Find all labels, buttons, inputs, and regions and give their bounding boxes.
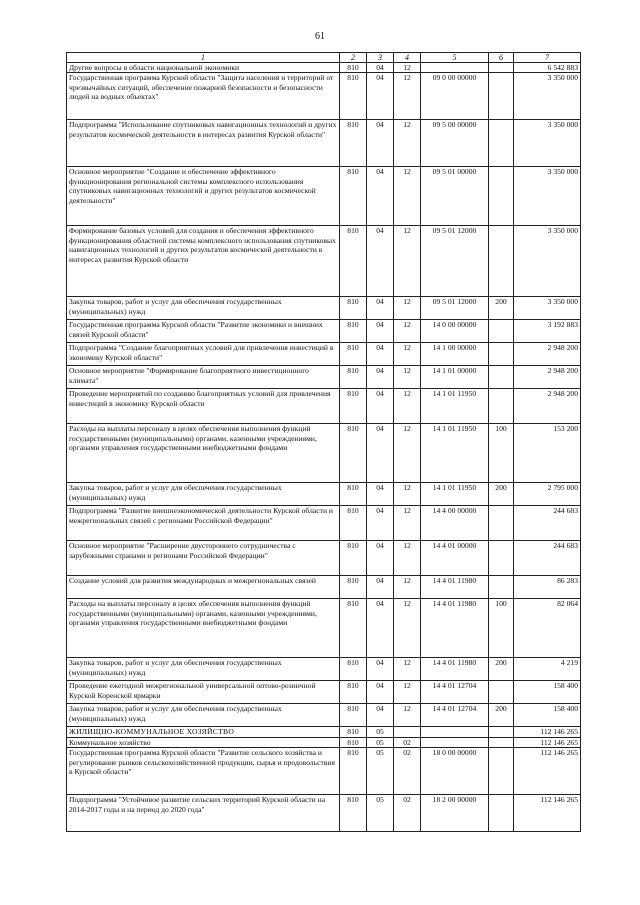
expense-type-cell: 100	[489, 424, 514, 483]
subsection-code-cell: 12	[394, 389, 421, 424]
subsection-code-cell	[394, 727, 421, 737]
target-article-cell	[421, 727, 489, 737]
table-row	[67, 226, 581, 297]
ministry-code-cell: 810	[340, 727, 367, 737]
section-code-cell: 04	[367, 483, 394, 506]
expense-type-cell	[489, 727, 514, 737]
row-name-cell: Закупка товаров, работ и услуг для обеспечения государственных (муниципальных) нужд	[67, 658, 340, 681]
table-row	[67, 389, 581, 424]
table-row	[67, 73, 581, 120]
row-name-cell: Подпрограмма "Устойчивое развитие сельских территорий Курской области на 2014-2017 годы и на период до 2020 года"	[67, 795, 340, 832]
row-name-cell: Основное мероприятие "Формирование благоприятного инвестиционного климата"	[67, 366, 340, 389]
table-row	[67, 704, 581, 727]
section-code-cell: 04	[367, 297, 394, 320]
ministry-code-cell: 810	[340, 658, 367, 681]
table-row	[67, 343, 581, 366]
subsection-code-cell: 12	[394, 658, 421, 681]
subsection-code-cell: 12	[394, 63, 421, 73]
amount-cell: 112 146 265	[514, 795, 581, 832]
target-article-cell: 14 4 01 00000	[421, 541, 489, 576]
ministry-code-cell: 810	[340, 681, 367, 704]
ministry-code-cell: 810	[340, 297, 367, 320]
expense-type-cell	[489, 541, 514, 576]
expense-type-cell	[489, 366, 514, 389]
table-row	[67, 483, 581, 506]
table-row	[67, 795, 581, 832]
table-row	[67, 727, 581, 737]
row-name-cell: Расходы на выплаты персоналу в целях обеспечения выполнения функций государственными (муниципальными) органами, казенными учреждениями, органами управления государственными внебюджетными фондами	[67, 599, 340, 658]
section-code-cell: 05	[367, 795, 394, 832]
row-name-cell: Закупка товаров, работ и услуг для обеспечения государственных (муниципальных) нужд	[67, 297, 340, 320]
target-article-cell: 09 5 01 12000	[421, 226, 489, 297]
expense-type-cell: 200	[489, 658, 514, 681]
ministry-code-cell: 810	[340, 167, 367, 226]
row-name-cell: Государственная программа Курской области "Развитие сельского хозяйства и регулирование рынков сельскохозяйственной продукции, сырья и продовольствия в Курской области"	[67, 748, 340, 795]
target-article-cell: 09 5 00 00000	[421, 120, 489, 167]
target-article-cell: 18 2 00 00000	[421, 795, 489, 832]
target-article-cell	[421, 63, 489, 73]
subsection-code-cell: 02	[394, 795, 421, 832]
target-article-cell: 14 1 01 11950	[421, 424, 489, 483]
target-article-cell: 14 4 01 11980	[421, 658, 489, 681]
row-name-cell: ЖИЛИЩНО-КОММУНАЛЬНОЕ ХОЗЯЙСТВО	[67, 727, 340, 737]
section-code-cell: 05	[367, 737, 394, 747]
row-name-cell: Создание условий для развития международных и межрегиональных связей	[67, 576, 340, 599]
subsection-code-cell: 12	[394, 120, 421, 167]
header-col-6: 6	[489, 53, 514, 63]
target-article-cell: 14 1 00 00000	[421, 343, 489, 366]
target-article-cell: 14 1 01 11950	[421, 389, 489, 424]
amount-cell: 2 948 200	[514, 366, 581, 389]
ministry-code-cell: 810	[340, 424, 367, 483]
expense-type-cell	[489, 795, 514, 832]
amount-cell: 3 350 000	[514, 226, 581, 297]
expense-type-cell	[489, 343, 514, 366]
section-code-cell: 04	[367, 389, 394, 424]
amount-cell: 112 146 265	[514, 748, 581, 795]
table-row	[67, 541, 581, 576]
expense-type-cell: 200	[489, 297, 514, 320]
expense-type-cell: 200	[489, 704, 514, 727]
expense-type-cell	[489, 63, 514, 73]
subsection-code-cell: 12	[394, 297, 421, 320]
subsection-code-cell: 12	[394, 320, 421, 343]
section-code-cell: 04	[367, 167, 394, 226]
ministry-code-cell: 810	[340, 541, 367, 576]
amount-cell: 4 219	[514, 658, 581, 681]
header-col-1: 1	[67, 53, 340, 63]
amount-cell: 244 683	[514, 541, 581, 576]
expense-type-cell	[489, 681, 514, 704]
expense-type-cell: 200	[489, 483, 514, 506]
expense-type-cell	[489, 226, 514, 297]
target-article-cell: 14 4 01 11980	[421, 599, 489, 658]
section-code-cell: 04	[367, 658, 394, 681]
row-name-cell: Закупка товаров, работ и услуг для обеспечения государственных (муниципальных) нужд	[67, 483, 340, 506]
table-row	[67, 424, 581, 483]
amount-cell: 244 683	[514, 506, 581, 541]
budget-table	[66, 52, 581, 832]
table-row	[67, 737, 581, 747]
page-number: 61	[315, 31, 325, 42]
row-name-cell: Проведение мероприятий по созданию благоприятных условий для привлечения инвестиций в экономику Курской области	[67, 389, 340, 424]
target-article-cell: 09 0 00 00000	[421, 73, 489, 120]
subsection-code-cell: 12	[394, 366, 421, 389]
row-name-cell: Подпрограмма "Создание благоприятных условий для привлечения инвестиций в экономику Курской области"	[67, 343, 340, 366]
subsection-code-cell: 12	[394, 681, 421, 704]
amount-cell: 3 350 000	[514, 120, 581, 167]
section-code-cell: 04	[367, 320, 394, 343]
header-col-4: 4	[394, 53, 421, 63]
ministry-code-cell: 810	[340, 576, 367, 599]
table-row	[67, 681, 581, 704]
table-row	[67, 599, 581, 658]
expense-type-cell	[489, 748, 514, 795]
target-article-cell: 14 4 01 11980	[421, 576, 489, 599]
subsection-code-cell: 02	[394, 748, 421, 795]
section-code-cell: 04	[367, 424, 394, 483]
amount-cell: 6 542 883	[514, 63, 581, 73]
amount-cell: 86 283	[514, 576, 581, 599]
ministry-code-cell: 810	[340, 120, 367, 167]
section-code-cell: 05	[367, 727, 394, 737]
amount-cell: 153 200	[514, 424, 581, 483]
section-code-cell: 04	[367, 599, 394, 658]
table-row	[67, 576, 581, 599]
section-code-cell: 04	[367, 576, 394, 599]
section-code-cell: 04	[367, 506, 394, 541]
ministry-code-cell: 810	[340, 366, 367, 389]
amount-cell: 158 400	[514, 704, 581, 727]
subsection-code-cell: 12	[394, 506, 421, 541]
amount-cell: 2 948 200	[514, 389, 581, 424]
row-name-cell: Государственная программа Курской области "Развитие экономики и внешних связей Курской области"	[67, 320, 340, 343]
table-row	[67, 658, 581, 681]
subsection-code-cell: 12	[394, 599, 421, 658]
target-article-cell: 09 5 01 12000	[421, 297, 489, 320]
row-name-cell: Формирование базовых условий для создания и обеспечения эффективного функционирования областной системы комплексного использования спутниковых навигационных технологий и других результатов космической деятельности в интересах развития Курской области	[67, 226, 340, 297]
expense-type-cell	[489, 737, 514, 747]
table-row	[67, 63, 581, 73]
ministry-code-cell: 810	[340, 737, 367, 747]
table-row	[67, 167, 581, 226]
expense-type-cell	[489, 167, 514, 226]
amount-cell: 3 350 000	[514, 297, 581, 320]
ministry-code-cell: 810	[340, 483, 367, 506]
amount-cell: 112 146 265	[514, 737, 581, 747]
subsection-code-cell: 12	[394, 541, 421, 576]
expense-type-cell	[489, 506, 514, 541]
subsection-code-cell: 12	[394, 226, 421, 297]
subsection-code-cell: 02	[394, 737, 421, 747]
header-col-3: 3	[367, 53, 394, 63]
table-row	[67, 120, 581, 167]
expense-type-cell: 100	[489, 599, 514, 658]
amount-cell: 3 192 883	[514, 320, 581, 343]
subsection-code-cell: 12	[394, 704, 421, 727]
table-row	[67, 297, 581, 320]
expense-type-cell	[489, 73, 514, 120]
target-article-cell	[421, 737, 489, 747]
ministry-code-cell: 810	[340, 73, 367, 120]
expense-type-cell	[489, 320, 514, 343]
section-code-cell: 04	[367, 120, 394, 167]
ministry-code-cell: 810	[340, 63, 367, 73]
section-code-cell: 04	[367, 366, 394, 389]
section-code-cell: 04	[367, 73, 394, 120]
target-article-cell: 14 4 00 00000	[421, 506, 489, 541]
ministry-code-cell: 810	[340, 506, 367, 541]
row-name-cell: Подпрограмма "Развитие внешнеэкономической деятельности Курской области и межрегиональных связей с регионами Российской Федерации"	[67, 506, 340, 541]
row-name-cell: Государственная программа Курской области "Защита населения и территорий от чрезвычайных ситуаций, обеспечение пожарной безопасности и безопасности людей на водных объектах"	[67, 73, 340, 120]
subsection-code-cell: 12	[394, 576, 421, 599]
table-row	[67, 366, 581, 389]
target-article-cell: 14 1 01 11950	[421, 483, 489, 506]
target-article-cell: 18 0 00 00000	[421, 748, 489, 795]
ministry-code-cell: 810	[340, 748, 367, 795]
amount-cell: 158 400	[514, 681, 581, 704]
row-name-cell: Подпрограмма "Использование спутниковых навигационных технологий и других результатов космической деятельности в интересах развития Курской области"	[67, 120, 340, 167]
section-code-cell: 05	[367, 748, 394, 795]
section-code-cell: 04	[367, 704, 394, 727]
section-code-cell: 04	[367, 681, 394, 704]
header-col-7: 7	[514, 53, 581, 63]
target-article-cell: 14 1 01 00000	[421, 366, 489, 389]
ministry-code-cell: 810	[340, 320, 367, 343]
row-name-cell: Основное мероприятие "Создание и обеспечение эффективного функционирования региональной системы комплексного использования спутниковых навигационных технологий и других результатов космической деятельности"	[67, 167, 340, 226]
row-name-cell: Коммунальное хозяйство	[67, 737, 340, 747]
amount-cell: 2 795 000	[514, 483, 581, 506]
row-name-cell: Расходы на выплаты персоналу в целях обеспечения выполнения функций государственными (муниципальными) органами, казенными учреждениями, органами управления государственными внебюджетными фондами	[67, 424, 340, 483]
expense-type-cell	[489, 576, 514, 599]
table-row	[67, 320, 581, 343]
target-article-cell: 14 4 01 12704	[421, 681, 489, 704]
amount-cell: 2 948 200	[514, 343, 581, 366]
ministry-code-cell: 810	[340, 343, 367, 366]
ministry-code-cell: 810	[340, 389, 367, 424]
ministry-code-cell: 810	[340, 704, 367, 727]
subsection-code-cell: 12	[394, 483, 421, 506]
ministry-code-cell: 810	[340, 599, 367, 658]
subsection-code-cell: 12	[394, 167, 421, 226]
header-col-5: 5	[421, 53, 489, 63]
section-code-cell: 04	[367, 63, 394, 73]
table-header-row	[67, 53, 581, 63]
target-article-cell: 14 0 00 00000	[421, 320, 489, 343]
subsection-code-cell: 12	[394, 73, 421, 120]
amount-cell: 3 350 000	[514, 167, 581, 226]
target-article-cell: 14 4 01 12704	[421, 704, 489, 727]
subsection-code-cell: 12	[394, 424, 421, 483]
section-code-cell: 04	[367, 226, 394, 297]
header-col-2: 2	[340, 53, 367, 63]
expense-type-cell	[489, 389, 514, 424]
amount-cell: 82 064	[514, 599, 581, 658]
ministry-code-cell: 810	[340, 795, 367, 832]
section-code-cell: 04	[367, 343, 394, 366]
expense-type-cell	[489, 120, 514, 167]
row-name-cell: Закупка товаров, работ и услуг для обеспечения государственных (муниципальных) нужд	[67, 704, 340, 727]
section-code-cell: 04	[367, 541, 394, 576]
amount-cell: 3 350 000	[514, 73, 581, 120]
amount-cell: 112 146 265	[514, 727, 581, 737]
table-row	[67, 748, 581, 795]
ministry-code-cell: 810	[340, 226, 367, 297]
row-name-cell: Другие вопросы в области национальной экономики	[67, 63, 340, 73]
table-row	[67, 506, 581, 541]
row-name-cell: Основное мероприятие "Расширение двустороннего сотрудничества с зарубежными странами и регионами Российской Федерации"	[67, 541, 340, 576]
subsection-code-cell: 12	[394, 343, 421, 366]
target-article-cell: 09 5 01 00000	[421, 167, 489, 226]
row-name-cell: Проведение ежегодной межрегиональной универсальной оптово-розничной Курской Коренской ярмарки	[67, 681, 340, 704]
